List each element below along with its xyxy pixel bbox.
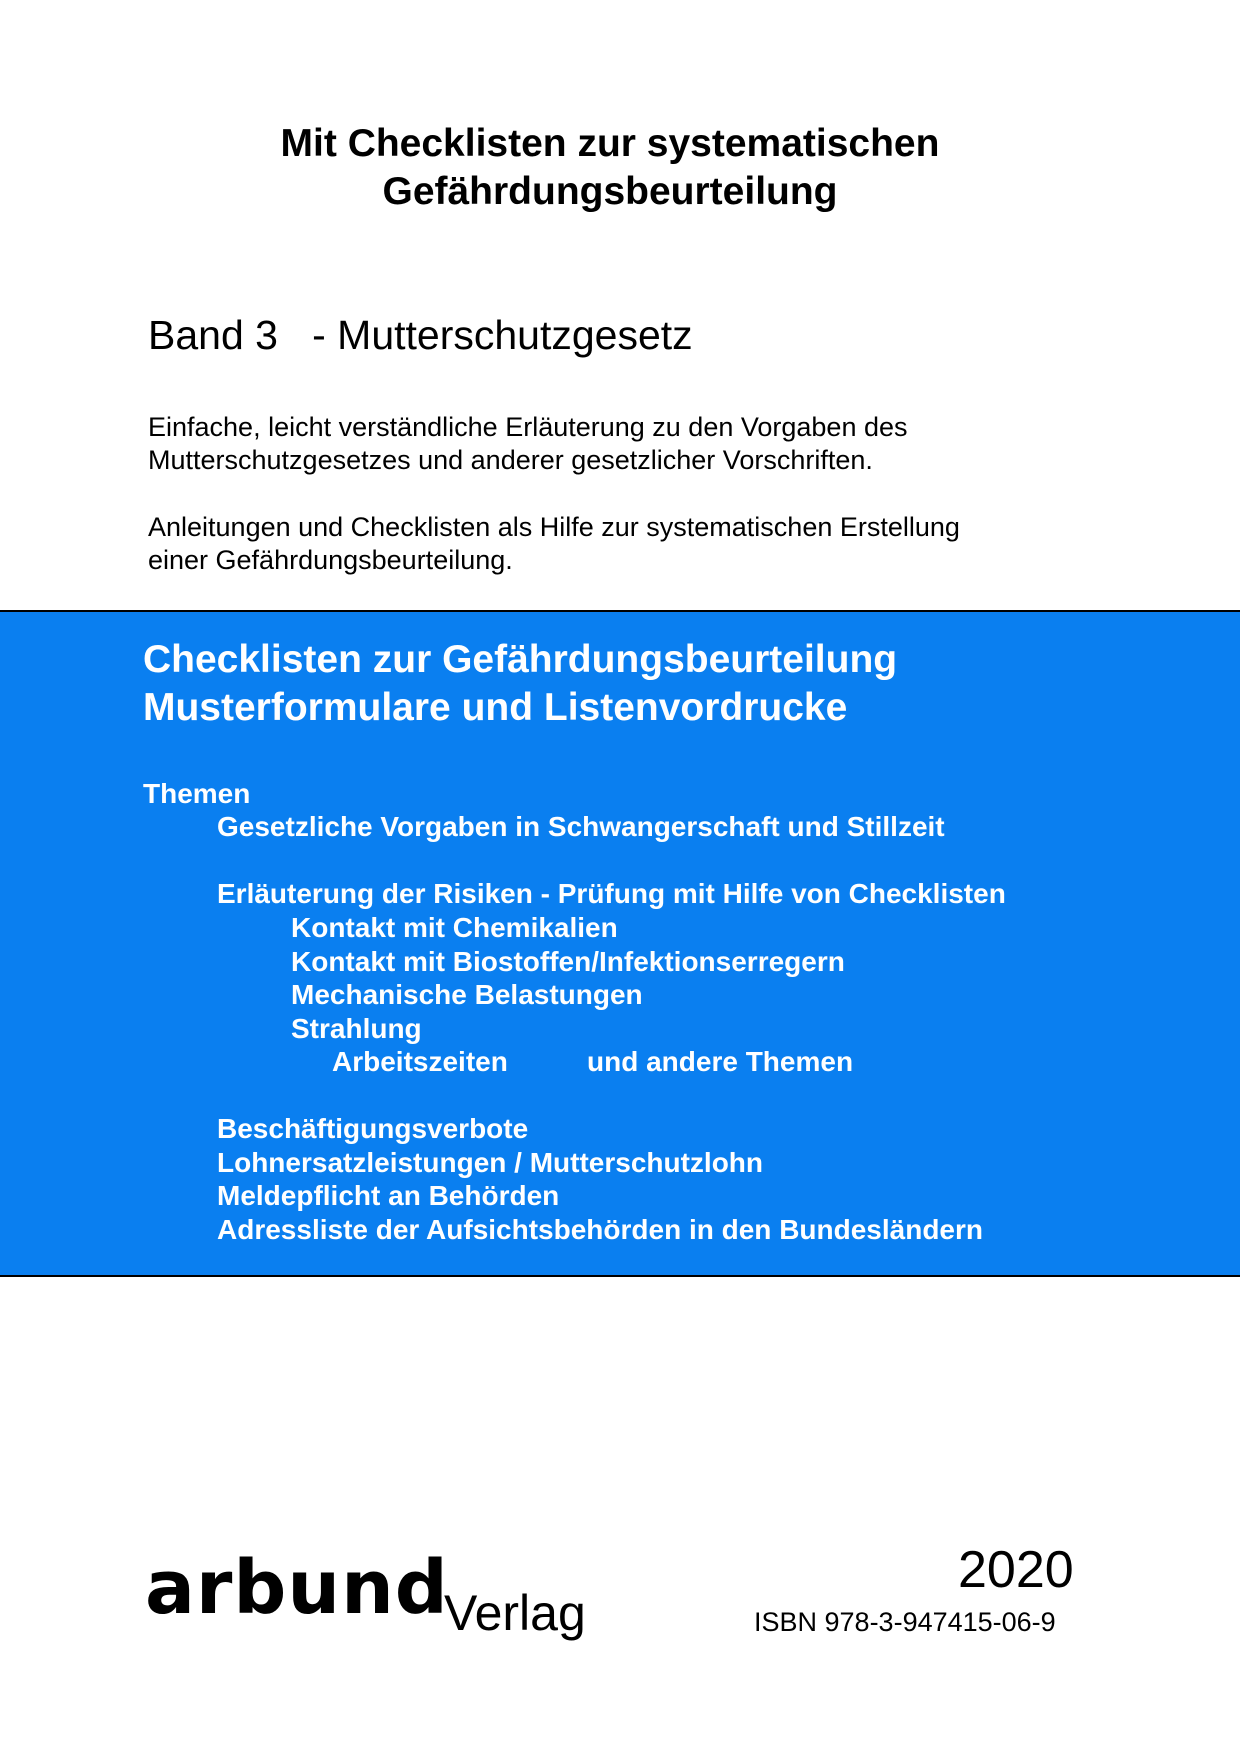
heading-line-1: Mit Checklisten zur systematischen bbox=[280, 122, 940, 165]
topic-arbeitszeiten: Arbeitszeiten bbox=[332, 1046, 508, 1077]
topic-lohn: Lohnersatzleistungen / Mutterschutzlohn bbox=[217, 1147, 764, 1178]
topic-vorgaben: Gesetzliche Vorgaben in Schwangerschaft und Stillzeit bbox=[217, 811, 945, 842]
themen-label: Themen bbox=[143, 778, 251, 809]
topic-biostoffe: Kontakt mit Biostoffen/Infektionserregern bbox=[291, 946, 845, 977]
intro-paragraph-1 bbox=[148, 411, 908, 477]
topic-adressliste: Adressliste der Aufsichtsbehörden in den Bundesländern bbox=[217, 1214, 983, 1245]
panel-title-line-2: Musterformulare und Listenvordrucke bbox=[143, 686, 848, 729]
topic-mechanisch: Mechanische Belastungen bbox=[291, 979, 643, 1010]
paragraph-1-line-1: Einfache, leicht verständliche Erläuterung zu den Vorgaben des bbox=[148, 412, 908, 442]
intro-paragraph-2 bbox=[148, 511, 960, 577]
topic-strahlung: Strahlung bbox=[291, 1013, 422, 1044]
topic-chemikalien: Kontakt mit Chemikalien bbox=[291, 912, 618, 943]
panel-title-line-1: Checklisten zur Gefährdungsbeurteilung bbox=[143, 638, 898, 681]
topic-risiken: Erläuterung der Risiken - Prüfung mit Hilfe von Checklisten bbox=[217, 878, 1006, 909]
book-heading bbox=[0, 120, 1220, 216]
heading-line-2: Gefährdungsbeurteilung bbox=[382, 170, 838, 213]
band-title bbox=[148, 310, 693, 360]
arbund-logo: arbund bbox=[145, 1545, 449, 1631]
verlag-label: Verlag bbox=[444, 1585, 586, 1641]
panel-title bbox=[143, 636, 897, 732]
isbn-number: ISBN 978-3-947415-06-9 bbox=[754, 1607, 1056, 1637]
topic-verbote: Beschäftigungsverbote bbox=[217, 1113, 529, 1144]
paragraph-2-line-1: Anleitungen und Checklisten als Hilfe zur systematischen Erstellung bbox=[148, 512, 960, 542]
paragraph-2-line-2: einer Gefährdungsbeurteilung. bbox=[148, 545, 513, 575]
paragraph-1-line-2: Mutterschutzgesetzes und anderer gesetzlicher Vorschriften. bbox=[148, 445, 873, 475]
band-number: Band 3 bbox=[148, 312, 278, 358]
topic-meldepflicht: Meldepflicht an Behörden bbox=[217, 1180, 560, 1211]
band-subject: - Mutterschutzgesetz bbox=[312, 312, 693, 358]
topic-andere: und andere Themen bbox=[587, 1046, 854, 1077]
publication-year: 2020 bbox=[958, 1541, 1074, 1599]
